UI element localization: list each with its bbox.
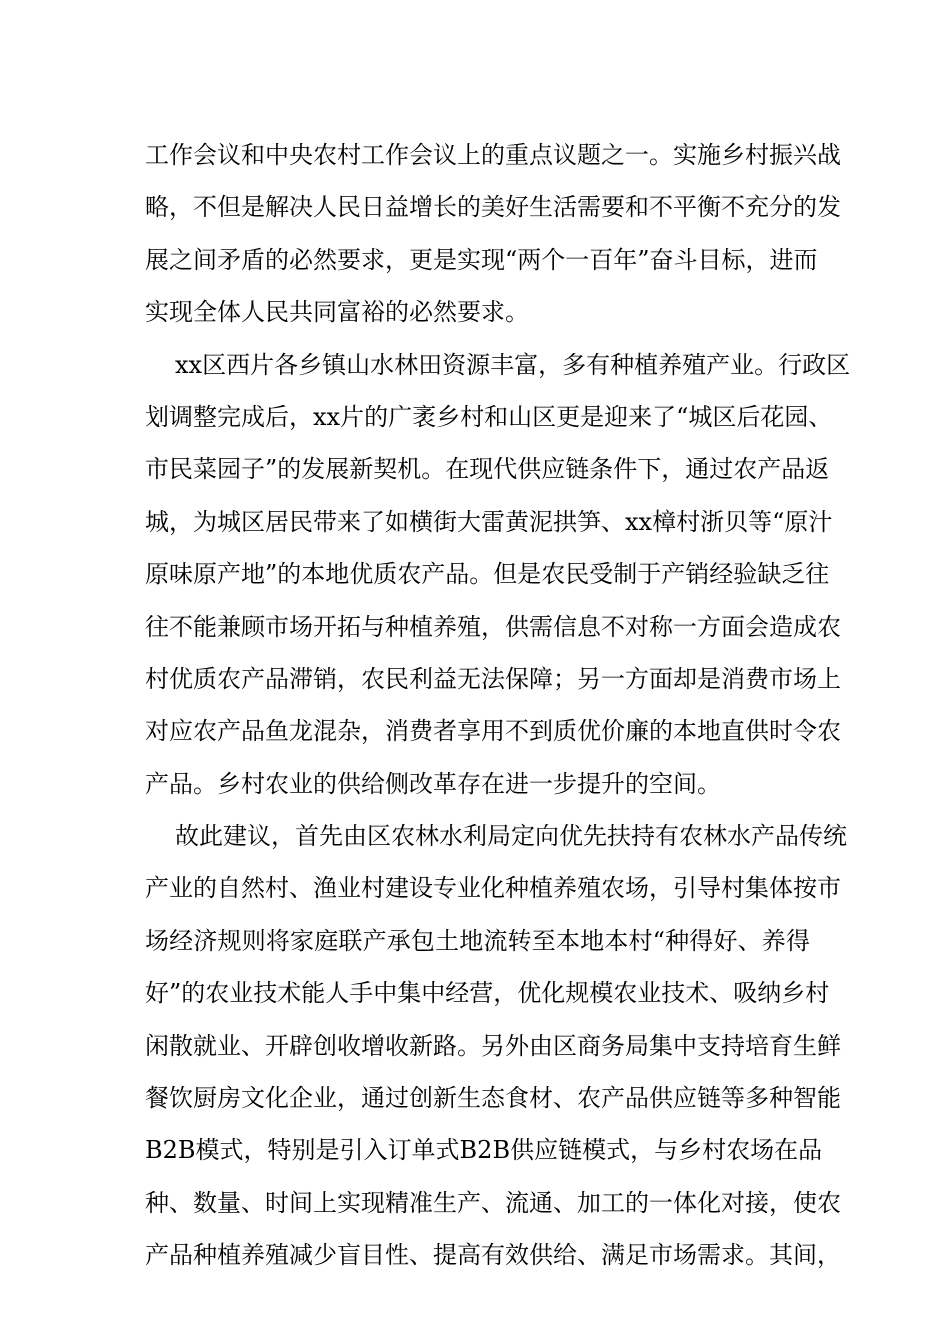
text-line: 往不能兼顾市场开拓与种植养殖，供需信息不对称一方面会造成农 [145,612,841,641]
text-line: 产品。乡村农业的供给侧改革存在进一步提升的空间。 [145,769,721,798]
text-line: 市民菜园子”的发展新契机。在现代供应链条件下，通过农产品返 [145,455,830,484]
text-line: 对应农产品鱼龙混杂，消费者享用不到质优价廉的本地直供时令农 [145,717,841,746]
text-line: 原味原产地”的本地优质农产品。但是农民受制于产销经验缺乏往 [145,560,830,589]
text-line: 种、数量、时间上实现精准生产、流通、加工的一体化对接，使农 [145,1188,841,1217]
text-line: 产品种植养殖减少盲目性、提高有效供给、满足市场需求。其间， [145,1241,841,1270]
paragraph-3 [145,810,847,1282]
text-line: 产业的自然村、渔业村建设专业化种植养殖农场，引导村集体按市 [145,874,841,903]
text-line: B2B模式，特别是引入订单式B2B供应链模式，与乡村农场在品 [145,1136,823,1165]
text-line: 城，为城区居民带来了如横街大雷黄泥拱笋、xx樟村浙贝等“原汁 [145,507,833,536]
text-line: 好”的农业技术能人手中集中经营，优化规模农业技术、吸纳乡村 [145,979,830,1008]
text-line: 餐饮厨房文化企业，通过创新生态食材、农产品供应链等多种智能 [145,1084,841,1113]
text-line: 划调整完成后，xx片的广袤乡村和山区更是迎来了“城区后花园、 [145,402,833,431]
document-body [145,129,851,1282]
paragraph-2 [145,339,851,811]
text-line: 故此建议，首先由区农林水利局定向优先扶持有农林水产品传统 [175,822,847,851]
text-line: 闲散就业、开辟创收增收新路。另外由区商务局集中支持培育生鲜 [145,1031,841,1060]
text-line: xx区西片各乡镇山水林田资源丰富，多有种植养殖产业。行政区 [175,350,851,379]
paragraph-1 [145,129,841,339]
text-line: 实现全体人民共同富裕的必然要求。 [145,298,529,327]
text-line: 场经济规则将家庭联产承包土地流转至本地本村“种得好、养得 [145,926,810,955]
text-line: 展之间矛盾的必然要求，更是实现“两个一百年”奋斗目标，进而 [145,245,818,274]
text-line: 工作会议和中央农村工作会议上的重点议题之一。实施乡村振兴战 [145,141,841,169]
text-line: 村优质农产品滞销，农民利益无法保障；另一方面却是消费市场上 [145,664,841,693]
text-line: 略，不但是解决人民日益增长的美好生活需要和不平衡不充分的发 [145,193,841,222]
